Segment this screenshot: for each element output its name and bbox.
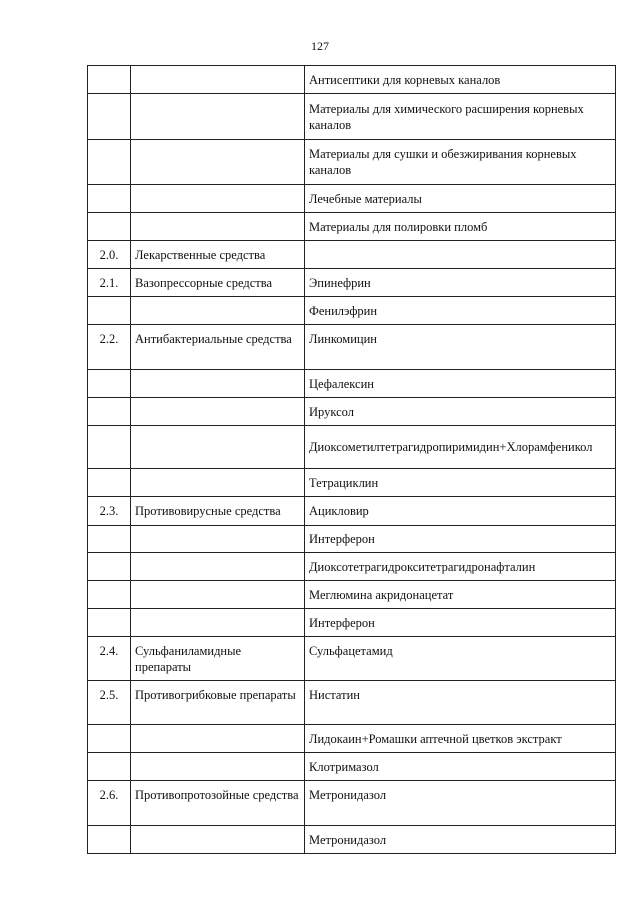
item-name-cell: Тетрациклин [305, 469, 616, 497]
group-name-cell [131, 140, 305, 185]
group-name-cell [131, 469, 305, 497]
group-name-cell [131, 753, 305, 781]
table-row [88, 497, 616, 526]
row-number-cell [88, 426, 131, 469]
group-name-cell [131, 370, 305, 398]
item-name-cell: Интерферон [305, 526, 616, 553]
page-number: 127 [311, 39, 329, 53]
table-row [88, 609, 616, 637]
item-name-cell: Линкомицин [305, 325, 616, 370]
group-name-cell: Противопротозойные средства [131, 781, 305, 826]
row-number-cell [88, 526, 131, 553]
table-row [88, 426, 616, 469]
item-name-cell: Метронидазол [305, 826, 616, 854]
item-name-cell: Диоксометилтетрагидропиримидин+Хлорамфеникол [305, 426, 616, 469]
group-name-cell [131, 725, 305, 753]
row-number-cell [88, 725, 131, 753]
item-name-cell: Ируксол [305, 398, 616, 426]
row-number-cell [88, 469, 131, 497]
row-number-cell: 2.1. [88, 269, 131, 297]
drug-list-table [87, 65, 616, 854]
row-number-cell: 2.5. [88, 681, 131, 725]
table-row [88, 66, 616, 94]
group-name-cell [131, 297, 305, 325]
item-name-cell: Антисептики для корневых каналов [305, 66, 616, 94]
group-name-cell: Вазопрессорные средства [131, 269, 305, 297]
table-row [88, 753, 616, 781]
group-name-cell [131, 609, 305, 637]
row-number-cell [88, 398, 131, 426]
row-number-cell [88, 826, 131, 854]
row-number-cell [88, 94, 131, 140]
table-row [88, 681, 616, 725]
item-name-cell [305, 241, 616, 269]
group-name-cell [131, 398, 305, 426]
group-name-cell [131, 581, 305, 609]
group-name-cell: Противогрибковые препараты [131, 681, 305, 725]
row-number-cell [88, 370, 131, 398]
table-row [88, 581, 616, 609]
item-name-cell: Меглюмина акридонацетат [305, 581, 616, 609]
group-name-cell [131, 213, 305, 241]
row-number-cell [88, 297, 131, 325]
row-number-cell: 2.2. [88, 325, 131, 370]
group-name-cell [131, 426, 305, 469]
group-name-cell: Противовирусные средства [131, 497, 305, 526]
table-row [88, 781, 616, 826]
table-row [88, 398, 616, 426]
row-number-cell [88, 553, 131, 581]
row-number-cell [88, 213, 131, 241]
table-row [88, 370, 616, 398]
row-number-cell: 2.6. [88, 781, 131, 826]
row-number-cell [88, 66, 131, 94]
group-name-cell [131, 66, 305, 94]
item-name-cell: Сульфацетамид [305, 637, 616, 681]
item-name-cell: Метронидазол [305, 781, 616, 826]
row-number-cell [88, 753, 131, 781]
table-row [88, 241, 616, 269]
group-name-cell [131, 553, 305, 581]
group-name-cell: Антибактериальные средства [131, 325, 305, 370]
row-number-cell [88, 609, 131, 637]
group-name-cell: Лекарственные средства [131, 241, 305, 269]
item-name-cell: Материалы для полировки пломб [305, 213, 616, 241]
table-row [88, 325, 616, 370]
table-row [88, 826, 616, 854]
table-row [88, 297, 616, 325]
item-name-cell: Материалы для химического расширения корневых каналов [305, 94, 616, 140]
item-name-cell: Нистатин [305, 681, 616, 725]
group-name-cell [131, 185, 305, 213]
item-name-cell: Материалы для сушки и обезжиривания корневых каналов [305, 140, 616, 185]
group-name-cell [131, 94, 305, 140]
item-name-cell: Клотримазол [305, 753, 616, 781]
row-number-cell: 2.0. [88, 241, 131, 269]
table-row [88, 553, 616, 581]
table-row [88, 725, 616, 753]
item-name-cell: Лидокаин+Ромашки аптечной цветков экстракт [305, 725, 616, 753]
item-name-cell: Лечебные материалы [305, 185, 616, 213]
item-name-cell: Ацикловир [305, 497, 616, 526]
item-name-cell: Эпинефрин [305, 269, 616, 297]
item-name-cell: Интерферон [305, 609, 616, 637]
group-name-cell [131, 826, 305, 854]
table-row [88, 637, 616, 681]
item-name-cell: Цефалексин [305, 370, 616, 398]
table-row [88, 140, 616, 185]
group-name-cell: Сульфаниламидные препараты [131, 637, 305, 681]
row-number-cell: 2.4. [88, 637, 131, 681]
table-row [88, 213, 616, 241]
table-row [88, 469, 616, 497]
row-number-cell [88, 185, 131, 213]
item-name-cell: Фенилэфрин [305, 297, 616, 325]
item-name-cell: Диоксотетрагидрокситетрагидронафталин [305, 553, 616, 581]
table-row [88, 526, 616, 553]
table-row [88, 269, 616, 297]
table-row [88, 94, 616, 140]
table-row [88, 185, 616, 213]
group-name-cell [131, 526, 305, 553]
row-number-cell: 2.3. [88, 497, 131, 526]
row-number-cell [88, 140, 131, 185]
row-number-cell [88, 581, 131, 609]
